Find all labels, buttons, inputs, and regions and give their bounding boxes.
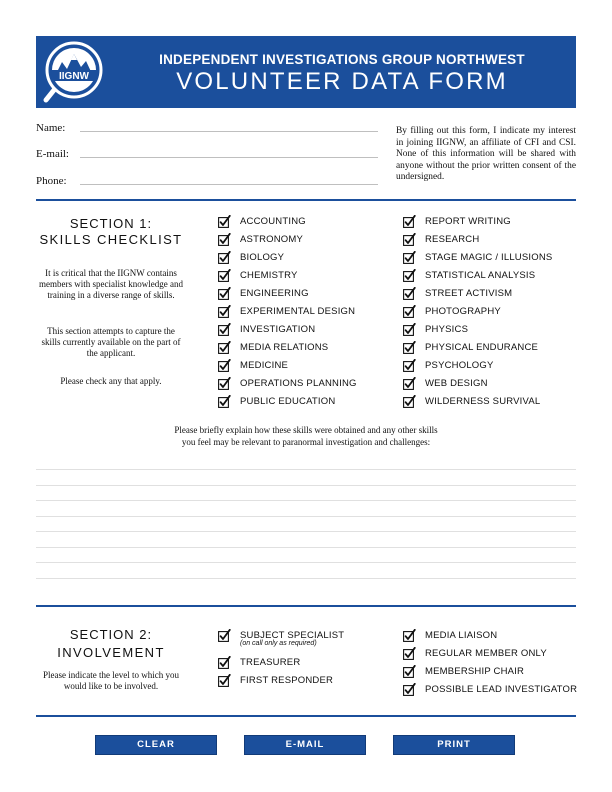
- checkmark-icon[interactable]: [403, 341, 416, 354]
- checkbox-label: REPORT WRITING: [425, 216, 511, 227]
- checkbox-label: ASTRONOMY: [240, 234, 304, 245]
- checkbox-biology[interactable]: [218, 250, 418, 265]
- checkmark-icon[interactable]: [218, 305, 231, 318]
- phone-field[interactable]: [80, 184, 378, 185]
- header-banner: [36, 36, 576, 108]
- email-label: E-mail:: [36, 148, 69, 160]
- checkbox-wilderness-survival[interactable]: [403, 394, 603, 409]
- checkbox-label: PHOTOGRAPHY: [425, 306, 501, 317]
- checkbox-photography[interactable]: [403, 304, 603, 319]
- checkbox-label: STATISTICAL ANALYSIS: [425, 270, 536, 281]
- checkmark-icon[interactable]: [403, 215, 416, 228]
- checkbox-label: FIRST RESPONDER: [240, 675, 334, 686]
- checkbox-label: WILDERNESS SURVIVAL: [425, 396, 541, 407]
- checkbox-label: OPERATIONS PLANNING: [240, 378, 357, 389]
- checkbox-web-design[interactable]: [403, 376, 603, 391]
- checkmark-icon[interactable]: [218, 251, 231, 264]
- checkmark-icon[interactable]: [403, 323, 416, 336]
- checkmark-icon[interactable]: [403, 377, 416, 390]
- checkbox-label: MEDICINE: [240, 360, 289, 371]
- writing-line[interactable]: [36, 500, 576, 501]
- checkmark-icon[interactable]: [218, 359, 231, 372]
- checkbox-label: MEMBERSHIP CHAIR: [425, 666, 525, 677]
- section1-number: SECTION 1:: [69, 216, 153, 231]
- checkbox-experimental-design[interactable]: [218, 304, 418, 319]
- checkbox-physical-endurance[interactable]: [403, 340, 603, 355]
- writing-line[interactable]: [36, 485, 576, 486]
- checkbox-label: MEDIA RELATIONS: [240, 342, 329, 353]
- checkmark-icon[interactable]: [218, 287, 231, 300]
- checkbox-label: MEDIA LIAISON: [425, 630, 498, 641]
- checkbox-first-responder[interactable]: [218, 673, 418, 688]
- checkbox-label: PSYCHOLOGY: [425, 360, 494, 371]
- checkbox-label: WEB DESIGN: [425, 378, 488, 389]
- checkbox-subject-specialist[interactable]: [218, 628, 418, 647]
- checkbox-label: ENGINEERING: [240, 288, 309, 299]
- checkbox-label: INVESTIGATION: [240, 324, 316, 335]
- print-button[interactable]: PRINT: [393, 735, 515, 755]
- checkbox-research[interactable]: [403, 232, 603, 247]
- writing-line[interactable]: [36, 562, 576, 563]
- checkbox-treasurer[interactable]: [218, 655, 418, 670]
- checkmark-icon[interactable]: [403, 287, 416, 300]
- checkbox-public-education[interactable]: [218, 394, 418, 409]
- checkbox-chemistry[interactable]: [218, 268, 418, 283]
- writing-line[interactable]: [36, 531, 576, 532]
- writing-line[interactable]: [36, 469, 576, 470]
- checkbox-street-activism[interactable]: [403, 286, 603, 301]
- checkmark-icon[interactable]: [403, 233, 416, 246]
- checkmark-icon[interactable]: [218, 233, 231, 246]
- checkmark-icon[interactable]: [218, 674, 231, 687]
- prompt-line-2: you feel may be relevant to paranormal investigation and challenges:: [181, 437, 431, 447]
- checkbox-label: PHYSICS: [425, 324, 469, 335]
- checkmark-icon[interactable]: [403, 683, 416, 696]
- checkmark-icon[interactable]: [218, 341, 231, 354]
- checkbox-label: TREASURER: [240, 657, 301, 668]
- checkbox-sublabel: (on call only as required): [240, 640, 317, 647]
- checkbox-label: CHEMISTRY: [240, 270, 298, 281]
- checkmark-icon[interactable]: [218, 377, 231, 390]
- checkbox-label: STAGE MAGIC / ILLUSIONS: [425, 252, 553, 263]
- name-field[interactable]: [80, 131, 378, 132]
- clear-button[interactable]: CLEAR: [95, 735, 217, 755]
- writing-line[interactable]: [36, 578, 576, 579]
- checkbox-astronomy[interactable]: [218, 232, 418, 247]
- email-field[interactable]: [80, 157, 378, 158]
- checkbox-membership-chair[interactable]: [403, 664, 603, 679]
- section1-desc-instruction: Please check any that apply.: [60, 376, 162, 386]
- prompt-line-1: Please briefly explain how these skills were obtained and any other skills: [174, 425, 438, 435]
- form-title: VOLUNTEER DATA FORM: [176, 68, 508, 95]
- checkbox-label: EXPERIMENTAL DESIGN: [240, 306, 356, 317]
- checkmark-icon[interactable]: [218, 323, 231, 336]
- skills-explain-prompt: [120, 424, 492, 448]
- checkbox-label: POSSIBLE LEAD INVESTIGATOR: [425, 684, 578, 695]
- checkbox-label: BIOLOGY: [240, 252, 285, 263]
- checkmark-icon[interactable]: [403, 251, 416, 264]
- logo-text: IIGNW: [59, 71, 89, 82]
- checkmark-icon[interactable]: [403, 359, 416, 372]
- checkbox-statistical-analysis[interactable]: [403, 268, 603, 283]
- section2-number: SECTION 2:: [69, 627, 153, 642]
- org-name: INDEPENDENT INVESTIGATIONS GROUP NORTHWEST: [159, 52, 525, 67]
- checkbox-engineering[interactable]: [218, 286, 418, 301]
- checkbox-operations-planning[interactable]: [218, 376, 418, 391]
- checkbox-report-writing[interactable]: [403, 214, 603, 229]
- checkbox-label: SUBJECT SPECIALIST: [240, 630, 345, 641]
- checkmark-icon[interactable]: [403, 305, 416, 318]
- section2-desc: Please indicate the level to which you would like to be involved.: [43, 670, 179, 691]
- checkbox-media-relations[interactable]: [218, 340, 418, 355]
- checkmark-icon[interactable]: [218, 656, 231, 669]
- email-button[interactable]: E-MAIL: [244, 735, 366, 755]
- section2-title: INVOLVEMENT: [57, 645, 165, 660]
- divider-top: [36, 199, 576, 201]
- divider-bottom: [36, 715, 576, 717]
- checkmark-icon[interactable]: [403, 395, 416, 408]
- consent-disclaimer: By filling out this form, I indicate my interest in joining IIGNW, an affiliate of CFI and CSI. None of this information will be shared with anyone without the prior written consent of the undersigned.: [396, 126, 576, 183]
- checkbox-stage-magic-illusions[interactable]: [403, 250, 603, 265]
- checkbox-media-liaison[interactable]: [403, 628, 603, 643]
- checkbox-regular-member-only[interactable]: [403, 646, 603, 661]
- checkbox-accounting[interactable]: [218, 214, 418, 229]
- checkmark-icon[interactable]: [218, 395, 231, 408]
- checkmark-icon[interactable]: [218, 215, 231, 228]
- checkbox-label: STREET ACTIVISM: [425, 288, 513, 299]
- checkbox-label: PHYSICAL ENDURANCE: [425, 342, 539, 353]
- section1-desc-purpose: This section attempts to capture the skills currently available on the part of the applicant.: [41, 326, 181, 358]
- phone-label: Phone:: [36, 175, 67, 187]
- checkbox-investigation[interactable]: [218, 322, 418, 337]
- checkmark-icon[interactable]: [403, 665, 416, 678]
- checkbox-medicine[interactable]: [218, 358, 418, 373]
- section1-title: SKILLS CHECKLIST: [39, 232, 183, 247]
- divider-middle: [36, 605, 576, 607]
- iignw-logo-icon: [40, 38, 108, 106]
- checkmark-icon[interactable]: [403, 269, 416, 282]
- name-label: Name:: [36, 122, 66, 134]
- checkbox-possible-lead-investigator[interactable]: [403, 682, 603, 697]
- checkmark-icon[interactable]: [403, 647, 416, 660]
- writing-line[interactable]: [36, 547, 576, 548]
- checkbox-label: RESEARCH: [425, 234, 480, 245]
- checkbox-label: REGULAR MEMBER ONLY: [425, 648, 547, 659]
- checkbox-label: ACCOUNTING: [240, 216, 306, 227]
- writing-line[interactable]: [36, 516, 576, 517]
- checkbox-physics[interactable]: [403, 322, 603, 337]
- checkbox-psychology[interactable]: [403, 358, 603, 373]
- checkmark-icon[interactable]: [403, 629, 416, 642]
- section1-desc-critical: It is critical that the IIGNW contains members with specialist knowledge and training in a diverse range of skills.: [39, 268, 183, 300]
- checkbox-label: PUBLIC EDUCATION: [240, 396, 336, 407]
- checkmark-icon[interactable]: [218, 629, 231, 642]
- checkmark-icon[interactable]: [218, 269, 231, 282]
